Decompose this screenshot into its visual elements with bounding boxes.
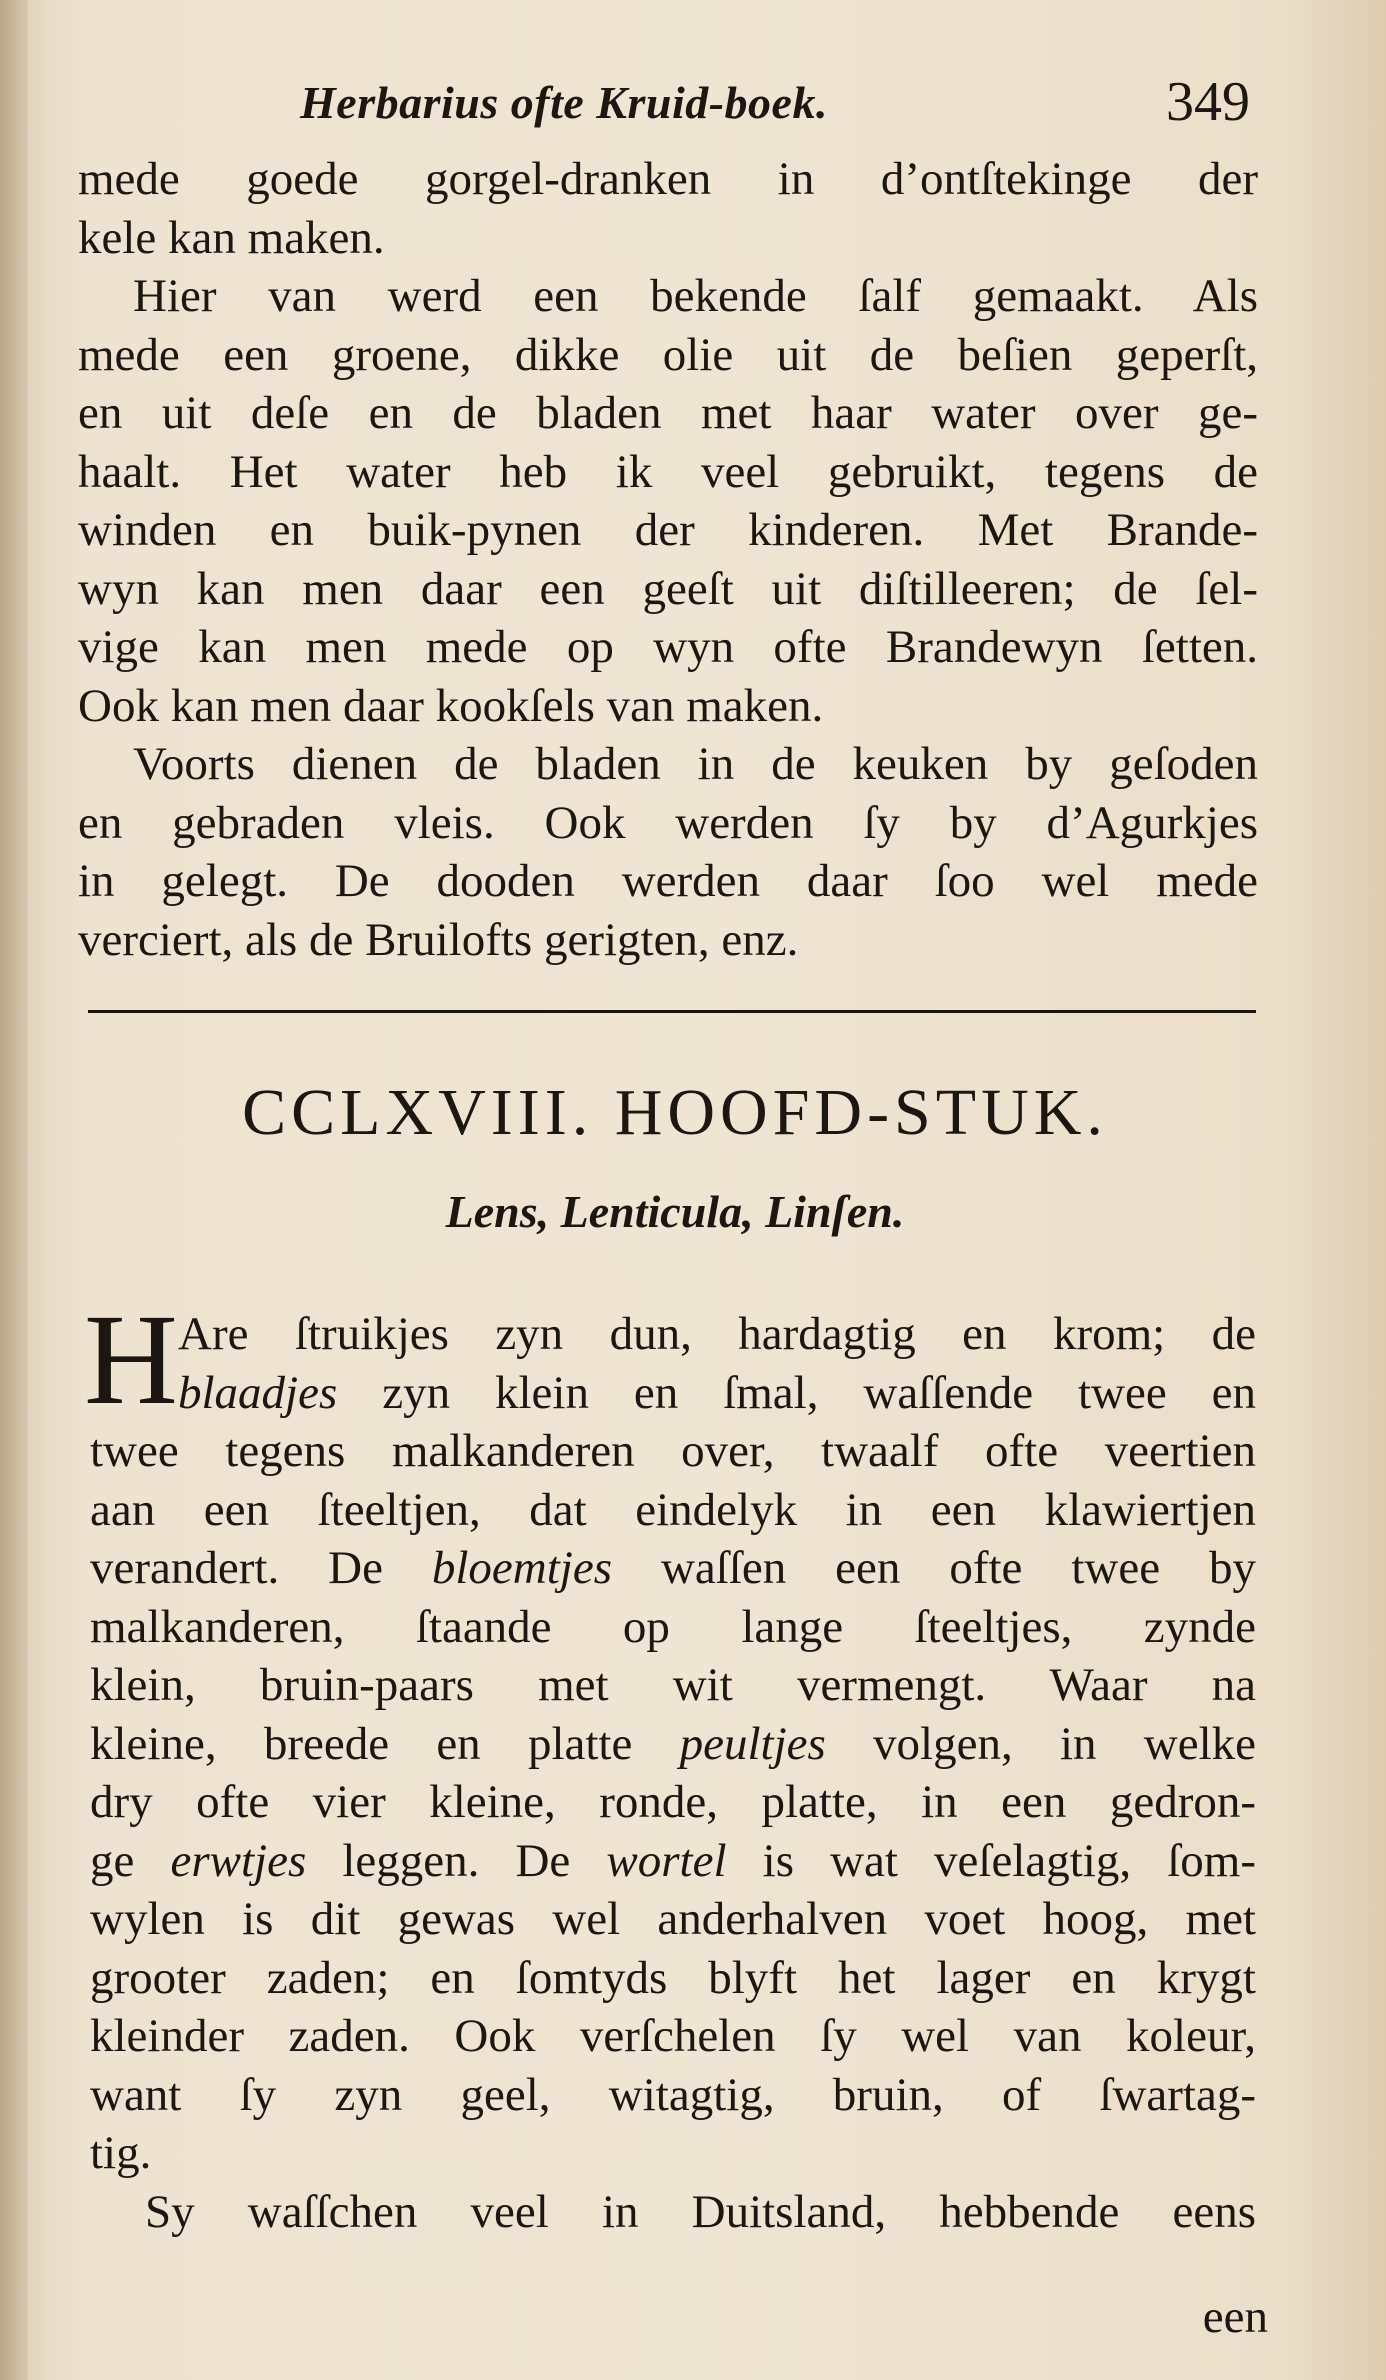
text-line: ge erwtjes leggen. De wortel is wat veſelagtig, ſom- xyxy=(90,1834,1256,1887)
italic-term: erwtjes xyxy=(170,1834,307,1887)
text-line: en gebraden vleis. Ook werden ſy by d’Agurkjes xyxy=(78,796,1258,849)
text-line: vige kan men mede op wyn ofte Brandewyn ſetten. xyxy=(78,621,1258,673)
text-line: en uit deſe en de bladen met haar water over ge- xyxy=(78,387,1258,439)
text-line: winden en buik-pynen der kinderen. Met Brande- xyxy=(78,504,1258,556)
text-line: mede een groene, dikke olie uit de beſien geperſt, xyxy=(78,328,1258,381)
text-line: twee tegens malkanderen over, twaalf ofte veertien xyxy=(90,1425,1256,1477)
text-line: Ook kan men daar kookſels van maken. xyxy=(78,679,824,732)
text-line: Sy waſſchen veel in Duitsland, hebbende eens xyxy=(145,2185,1256,2238)
italic-term: peultjes xyxy=(679,1717,826,1770)
paragraph-kitchen xyxy=(78,735,1258,969)
text-line: dry ofte vier kleine, ronde, platte, in een gedron- xyxy=(90,1776,1256,1828)
catchword: een xyxy=(1202,2291,1268,2343)
text-line: wyn kan men daar een geeſt uit diſtilleeren; de ſel- xyxy=(78,562,1258,615)
text-line: wylen is dit gewas wel anderhalven voet hoog, met xyxy=(90,1893,1256,1945)
text-line: kele kan maken. xyxy=(78,211,385,264)
drop-cap: H xyxy=(84,1288,178,1432)
text-line: mede goede gorgel-dranken in d’ontſtekinge der xyxy=(78,153,1258,205)
text-line: kleine, breede en platte peultjes volgen, in welke xyxy=(90,1717,1256,1770)
paragraph-continuation xyxy=(78,150,1258,267)
page-number: 349 xyxy=(1166,71,1250,133)
italic-term: wortel xyxy=(606,1834,727,1887)
text-line: malkanderen, ſtaande op lange ſteeltjes, zynde xyxy=(90,1600,1256,1653)
text-line: want ſy zyn geel, witagtig, bruin, of ſwartag- xyxy=(90,2068,1256,2121)
page-gutter xyxy=(0,0,28,2380)
running-head xyxy=(300,70,1250,150)
italic-term: bloemtjes xyxy=(431,1542,613,1594)
text-line: kleinder zaden. Ook verſchelen ſy wel van koleur, xyxy=(90,2010,1256,2062)
text-line: aan een ſteeltjen, dat eindelyk in een klawiertjen xyxy=(90,1483,1256,1536)
text-line: verciert, als de Bruilofts gerigten, enz. xyxy=(78,913,799,966)
paragraph-salve xyxy=(78,267,1258,735)
text-line: grooter zaden; en ſomtyds blyft het lager en krygt xyxy=(90,1951,1256,2004)
text-line: Hier van werd een bekende ſalf gemaakt. Als xyxy=(133,270,1258,322)
section-divider xyxy=(88,1010,1256,1013)
text-line: verandert. De bloemtjes waſſen een ofte twee by xyxy=(90,1542,1256,1594)
italic-term: blaadjes xyxy=(178,1366,338,1419)
text-line: blaadjes zyn klein en ſmal, waſſende twee en xyxy=(178,1366,1256,1419)
text-line: klein, bruin-paars met wit vermengt. Waar na xyxy=(90,1659,1256,1711)
running-head-title: Herbarius ofte Kruid-boek. xyxy=(300,77,828,128)
text-line: Voorts dienen de bladen in de keuken by geſoden xyxy=(133,738,1258,790)
text-line: Are ſtruikjes zyn dun, hardagtig en krom; de xyxy=(178,1308,1256,1360)
text-line: in gelegt. De dooden werden daar ſoo wel mede xyxy=(78,855,1258,907)
chapter-subheading: Lens, Lenticula, Linſen. xyxy=(445,1186,905,1237)
text-line: haalt. Het water heb ik veel gebruikt, tegens de xyxy=(78,445,1258,498)
paragraph-description xyxy=(90,1305,1256,2241)
chapter-heading: CCLXVIII. HOOFD-STUK. xyxy=(242,1076,1108,1149)
text-line: tig. xyxy=(90,2127,152,2179)
